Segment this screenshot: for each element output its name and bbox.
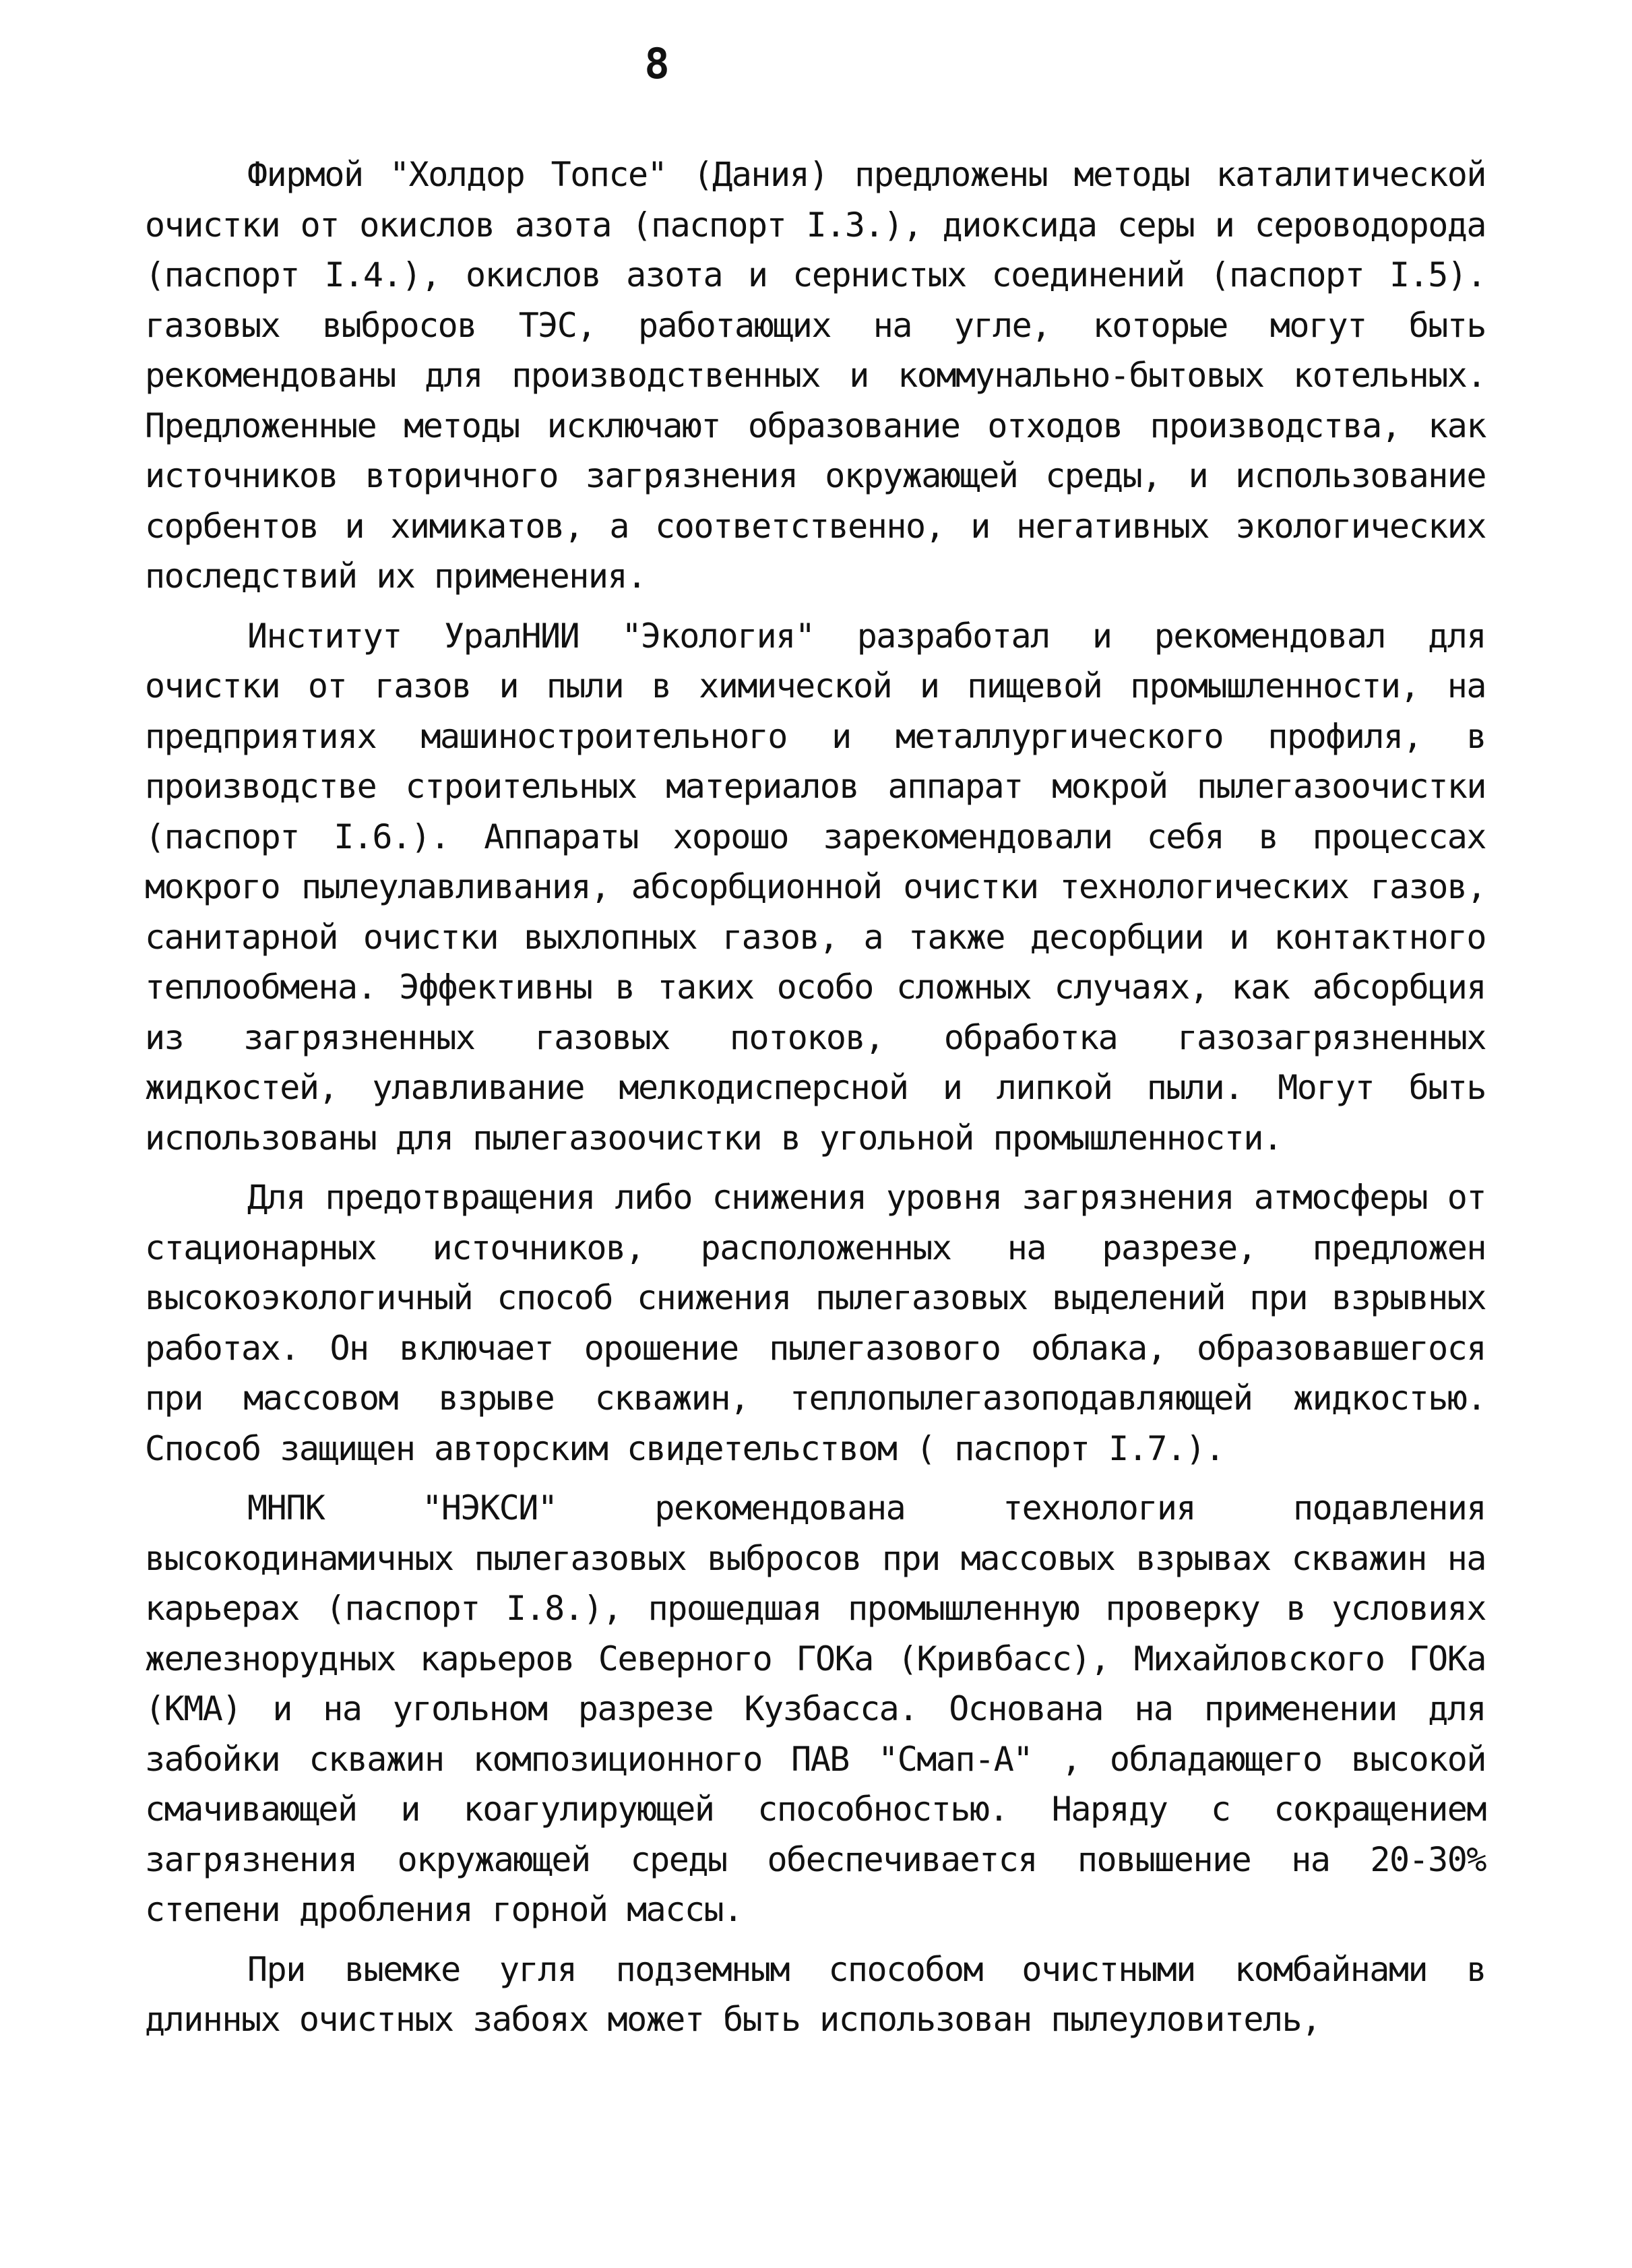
page-number: 8 (644, 39, 670, 88)
paragraph-topsoe: Фирмой "Холдор Топсе" (Дания) предложены методы каталитической очистки от окислов азота (паспорт I.3.), диоксида серы и сероводорода (паспорт I.4.), окислов азота и сернистых соединений (паспорт I.5). газовых выбросов ТЭС, работающих на угле, которые могут быть рекомендованы для производственных и коммунально-бытовых котельных. Предложенные методы исключают образование отходов производства, как источников вторичного загрязнения окружающей среды, и использование сорбентов и химикатов, а соответственно, и негативных экологических последствий их применения. (145, 155, 1486, 596)
paragraph-uralnii: Институт УралНИИ "Экология" разработал и рекомендовал для очистки от газов и пыли в химической и пищевой промышленности, на предприятиях машиностроительного и металлургического профиля, в производстве строительных материалов аппарат мокрой пылегазоочистки (паспорт I.6.). Аппараты хорошо зарекомендовали себя в процессах мокрого пылеулавливания, абсорбционной очистки технологических газов, санитарной очистки выхлопных газов, а также десорбции и контактного теплообмена. Эффективны в таких особо сложных случаях, как абсорбция из загрязненных газовых потоков, обработка газозагрязненных жидкостей, улавливание мелкодисперсной и липкой пыли. Могут быть использованы для пылегазоочистки в угольной промышленности. (145, 616, 1486, 1158)
paragraph-nexi: МНПК "НЭКСИ" рекомендована технология подавления высокодинамичных пылегазовых выбросов при массовых взрывах скважин на карьерах (паспорт I.8.), прошедшая промышленную проверку в условиях железнорудных карьеров Северного ГОКа (Кривбасс), Михайловского ГОКа (КМА) и на угольном разрезе Кузбасса. Основана на применении для забойки скважин композиционного ПАВ "Смап-А" , обладающего высокой смачивающей и коагулирующей способностью. Наряду с сокращением загрязнения окружающей среды обеспечивается повышение на 20-30% степени дробления горной массы. (145, 1488, 1486, 1929)
paragraph-underground: При выемке угля подземным способом очистными комбайнами в длинных очистных забоях может быть использован пылеуловитель, (145, 1949, 1486, 2039)
paragraph-blasting: Для предотвращения либо снижения уровня загрязнения атмосферы от стационарных источников, расположенных на разрезе, предложен высокоэкологичный способ снижения пылегазовых выделений при взрывных работах. Он включает орошение пылегазового облака, образовавшегося при массовом взрыве скважин, теплопылегазоподавляющей жидкостью. Способ защищен авторским свидетельством ( паспорт I.7.). (145, 1178, 1486, 1468)
document-body (145, 150, 1486, 2045)
